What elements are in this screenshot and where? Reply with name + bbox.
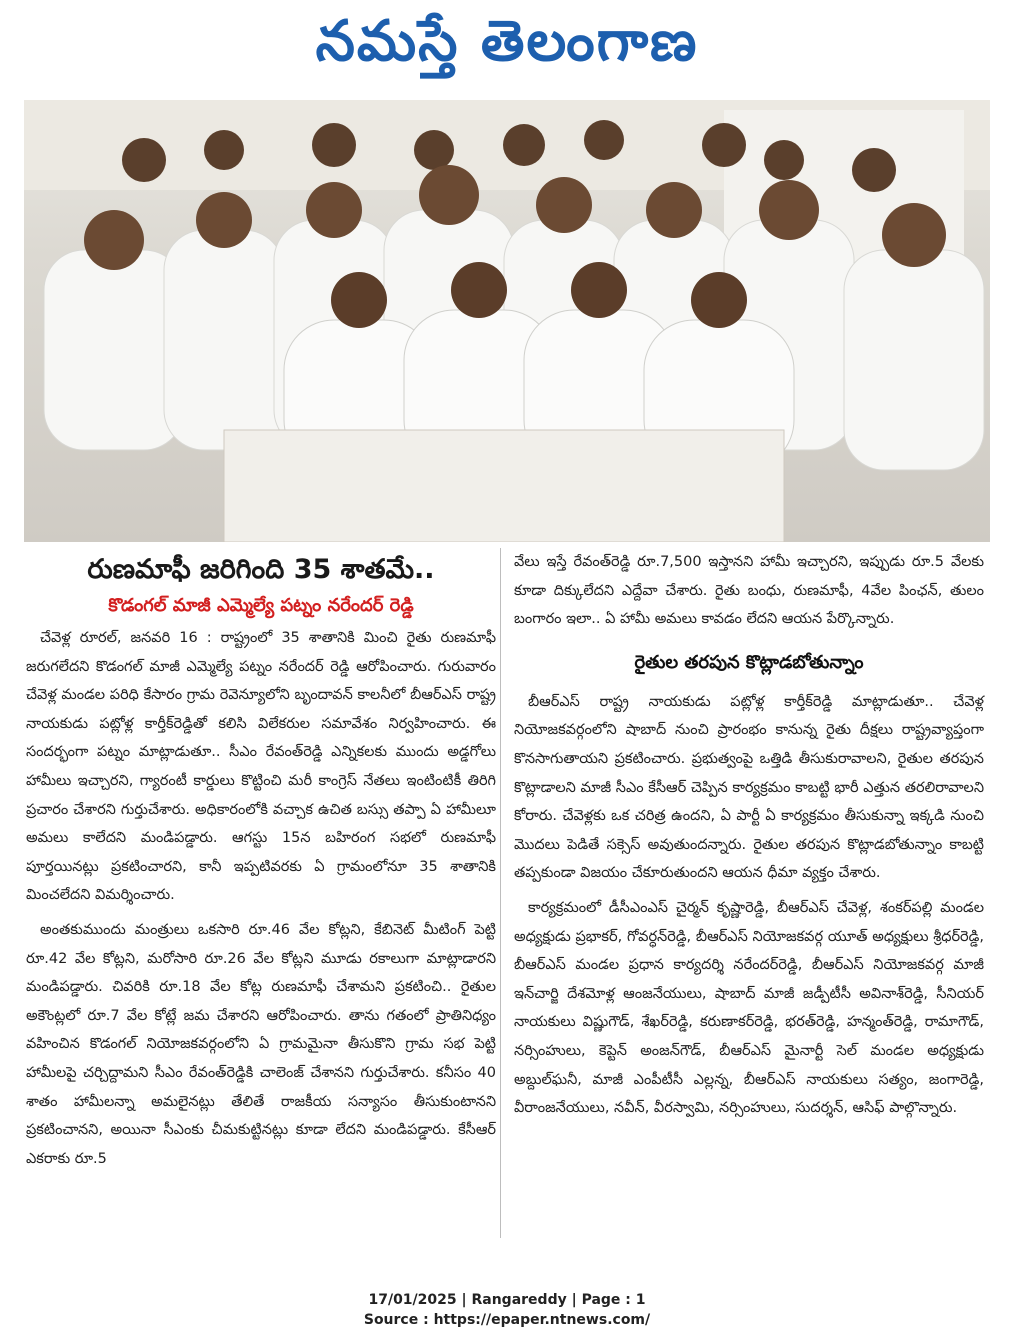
article-headline: రుణమాఫీ జరిగింది 35 శాతమే..	[87, 554, 435, 585]
article-right-column	[514, 548, 984, 1129]
column-divider	[500, 548, 501, 1238]
group-photo-illustration	[24, 100, 990, 542]
news-photo	[24, 100, 990, 542]
section-subheading: రైతుల తరపున కొట్లాడబోతున్నాం	[634, 651, 864, 673]
article-paragraph: వేలు ఇస్తే రేవంత్‌రెడ్డి రూ.7,500 ఇస్తానని హామీ ఇచ్చారని, ఇప్పుడు రూ.5 వేలకు కూడా దిక్కులేదని ఎద్దేవా చేశారు. రైతు బంధు, రుణమాఫీ, 4వేల పింఛన్, తులం బంగారం ఇలా.. ఏ హామీ అమలు కావడం లేదని ఆయన పేర్కొన్నారు.	[514, 554, 984, 628]
article-paragraph: చేవెళ్ల రూరల్, జనవరి 16 : రాష్ట్రంలో 35 శాతానికి మించి రైతు రుణమాఫీ జరుగలేదని కొడంగల్ మాజీ ఎమ్మెల్యే పట్నం నరేందర్ రెడ్డి ఆరోపించారు. గురువారం చేవెళ్ల మండల పరిధి కేసారం గ్రామ రెవెన్యూలోని బృందావన్ కాలనీలో బీఆర్ఎస్ రాష్ట్ర నాయకుడు పట్లోళ్ల కార్తీక్‌రెడ్డితో కలిసి విలేకరుల సమావేశం నిర్వహించారు. ఈ సందర్భంగా పట్నం మాట్లాడుతూ.. సీఎం రేవంత్‌రెడ్డి ఎన్నికలకు ముందు అడ్డగోలు హామీలు ఇచ్చారని, గ్యారంటీ కార్డులు కొట్టించి మరీ కాంగ్రెస్ నేతలు ఇంటింటికీ తిరిగి ప్రచారం చేశారని గుర్తుచేశారు. అధికారంలోకి వచ్చాక ఉచిత బస్సు తప్పా ఏ హామీలూ అమలు కాలేదని మండిపడ్డారు. ఆగస్టు 15న బహిరంగ సభలో రుణమాఫీ పూర్తయినట్లు ప్రకటించారని, కానీ ఇప్పటివరకు ఏ గ్రామంలోనూ 35 శాతానికి మించలేదని విమర్శించారు.	[26, 630, 496, 904]
newspaper-title: నమస్తే తెలంగాణ	[315, 8, 699, 74]
source-link[interactable]: Source : https://epaper.ntnews.com/	[363, 1312, 651, 1328]
page-footer	[0, 1290, 1014, 1330]
article-paragraph: కార్యక్రమంలో డీసీఎంఎస్ చైర్మన్ కృష్ణారెడ్డి, బీఆర్ఎస్ చేవెళ్ల, శంకర్‌పల్లి మండల అధ్యక్షుడు ప్రభాకర్, గోవర్ధన్‌రెడ్డి, బీఆర్ఎస్ నియోజకవర్గ యూత్ అధ్యక్షులు శ్రీధర్‌రెడ్డి, బీఆర్ఎస్ మండల ప్రధాన కార్యదర్శి నరేందర్‌రెడ్డి, బీఆర్ఎస్ నియోజకవర్గ మాజీ ఇన్‌చార్జి దేశమోళ్ల ఆంజనేయులు, షాబాద్ మాజీ జడ్పీటీసీ అవినాశ్‌రెడ్డి, సీనియర్ నాయకులు విష్ణుగౌడ్, శేఖర్‌రెడ్డి, కరుణాకర్‌రెడ్డి, భరత్‌రెడ్డి, హన్మంత్‌రెడ్డి, రామాగౌడ్, నర్సింహులు, కెప్టెన్ అంజన్‌గౌడ్, బీఆర్ఎస్ మైనార్టీ సెల్ మండల అధ్యక్షుడు అబ్దుల్‌ఘనీ, మాజీ ఎంపీటీసీ ఎల్లన్న, బీఆర్ఎస్ నాయకులు సత్యం, జంగారెడ్డి, వీరాంజనేయులు, నవీన్, వీరస్వామి, నర్సింహులు, సుదర్శన్, ఆసిఫ్ పాల్గొన్నారు.	[514, 899, 984, 1117]
article-paragraph: బీఆర్ఎస్ రాష్ట్ర నాయకుడు పట్లోళ్ల కార్తీక్‌రెడ్డి మాట్లాడుతూ.. చేవెళ్ల నియోజకవర్గంలోని షాబాద్ నుంచి ప్రారంభం కానున్న రైతు దీక్షలు రాష్ట్రవ్యాప్తంగా కొనసాగుతాయని ప్రకటించారు. ప్రభుత్వంపై ఒత్తిడి తీసుకురావాలని, రైతుల తరపున కొట్లాడాలని మాజీ సీఎం కేసీఆర్ చెప్పిన కార్యక్రమం కాబట్టి భారీ ఎత్తున తరలిరావాలని కోరారు. చేవెళ్లకు ఒక చరిత్ర ఉందని, ఏ పార్టీ ఏ కార్యక్రమం తీసుకున్నా ఇక్కడి నుంచి మొదలు పెడితే సక్సెస్ అవుతుందన్నారు. రైతుల తరపున కొట్లాడబోతున్నాం కాబట్టి తప్పకుండా విజయం చేకూరుతుందని ఆయన ధీమా వ్యక్తం చేశారు.	[514, 693, 984, 882]
masthead	[0, 0, 1014, 96]
article-left-column	[26, 550, 496, 1179]
article-subheadline: కొడంగల్ మాజీ ఎమ్మెల్యే పట్నం నరేందర్ రెడ్డి	[108, 595, 414, 616]
edition-info: 17/01/2025 | Rangareddy | Page : 1	[368, 1292, 646, 1308]
article-paragraph: అంతకుముందు మంత్రులు ఒకసారి రూ.46 వేల కోట్లని, కేబినెట్ మీటింగ్ పెట్టి రూ.42 వేల కోట్లని, మరోసారి రూ.26 వేల కోట్లని మూడు రకాలుగా మాట్లాడారని మండిపడ్డారు. చివరికి రూ.18 వేల కోట్ల రుణమాఫీ చేశామని ప్రకటించి.. రైతుల అకౌంట్లలో రూ.7 వేల కోట్లే జమ చేశారని ఆరోపించారు. తాను గతంలో ప్రాతినిధ్యం వహించిన కొడంగల్ నియోజకవర్గంలోని ఏ గ్రామమైనా తీసుకొని గ్రామ సభ పెట్టి హామీలపై చర్చిద్దామని సీఎం రేవంత్‌రెడ్డికి చాలెంజ్ చేశానని గుర్తుచేశారు. కనీసం 40 శాతం హామీలన్నా అమలైనట్లు తేలితే రాజకీయ సన్యాసం తీసుకుంటానని ప్రకటించానని, అయినా సీఎంకు చీమకుట్టినట్లు కూడా లేదని మండిపడ్డారు. కేసీఆర్ ఎకరాకు రూ.5	[26, 921, 496, 1167]
